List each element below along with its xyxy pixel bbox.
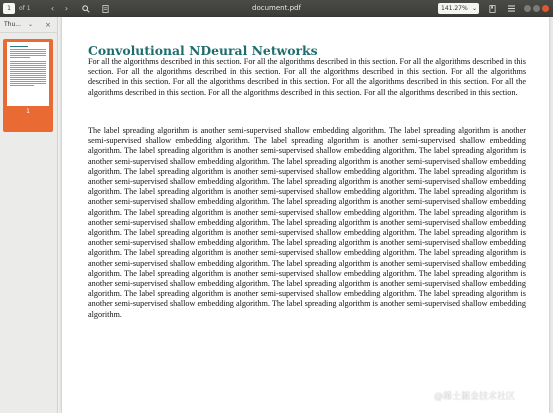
document-title: Convolutional NDeural Networks bbox=[88, 43, 318, 58]
page-thumbnail[interactable] bbox=[3, 39, 53, 132]
menu-button[interactable] bbox=[505, 2, 518, 15]
thumbnail-page-number: 1 bbox=[26, 108, 30, 115]
watermark: @稀土掘金技术社区 bbox=[434, 392, 516, 402]
search-icon bbox=[82, 5, 90, 13]
chevron-down-icon[interactable]: ⌄ bbox=[28, 21, 34, 28]
sidebar-close-button[interactable]: × bbox=[45, 21, 51, 29]
menu-icon bbox=[508, 5, 515, 12]
page-number-input[interactable]: 1 bbox=[3, 3, 15, 14]
search-button[interactable] bbox=[79, 2, 92, 15]
sidebar bbox=[0, 17, 58, 413]
bookmark-icon bbox=[489, 5, 496, 13]
maximize-button[interactable] bbox=[533, 5, 540, 12]
back-arrow-icon[interactable]: ‹ bbox=[50, 4, 55, 13]
minimize-button[interactable] bbox=[524, 5, 531, 12]
document-icon bbox=[102, 5, 109, 13]
title-bar bbox=[0, 0, 553, 17]
chevron-down-icon: ⌄ bbox=[471, 5, 477, 12]
thumbnail-preview bbox=[7, 42, 49, 106]
forward-arrow-icon[interactable]: › bbox=[64, 4, 69, 13]
pdf-page bbox=[62, 17, 549, 413]
paragraph: The label spreading algorithm is another semi-supervised shallow embedding algorithm. The label spreading algorithm is another semi-supervised shallow embedding algorithm. The label spreading algorithm is another semi-supervised shallow embedding algorithm. The label spreading algorithm is another semi-supervised shallow embedding algorithm. The label spreading algorithm is another semi-supervised shallow embedding algorithm. The label spreading algorithm is another semi-supervised shallow embedding algorithm. The label spreading algorithm is another semi-supervised shallow embedding algorithm. The label spreading algorithm is another semi-supervised shallow embedding algorithm. The label spreading algorithm is another semi-supervised shallow embedding algorithm. The label spreading algorithm is another semi-supervised shallow embedding algorithm. The label spreading algorithm is another semi-supervised shallow embedding algorithm. The label spreading algorithm is another semi-supervised shallow embedding algorithm. The label spreading algorithm is another semi-supervised shallow embedding algorithm. The label spreading algorithm is another semi-supervised shallow embedding algorithm. The label spreading algorithm is another semi-supervised shallow embedding algorithm. The label spreading algorithm is another semi-supervised shallow embedding algorithm. The label spreading algorithm is another semi-supervised shallow embedding algorithm. The label spreading algorithm is another semi-supervised shallow embedding algorithm. The label spreading algorithm is another semi-supervised shallow embedding algorithm. The label spreading algorithm is another semi-supervised shallow embedding algorithm. The label spreading algorithm is another semi-supervised shallow embedding algorithm. The label spreading algorithm is another semi-supervised shallow embedding algorithm. The label spreading algorithm is another semi-supervised shallow embedding algorithm. The label spreading algorithm is another semi-supervised shallow embedding algorithm. The label spreading algorithm is another semi-supervised shallow embedding algorithm. The label spreading algorithm is another semi-supervised shallow embedding algorithm. The label spreading algorithm is another semi-supervised shallow embedding algorithm. bbox=[88, 126, 526, 319]
document-viewer[interactable] bbox=[59, 17, 553, 413]
bookmark-button[interactable] bbox=[486, 2, 499, 15]
paragraph: For all the algorithms described in this section. For all the algorithms described in this section. For all the algorithms described in this section. For all the algorithms described in this section. For all the algorithms described in this section. For all the algorithms described in this section. For all the algorithms described in this section. For all the algorithms described in this section. For all the algorithms described in this section. For all the algorithms described in this section. For all the algorithms described in this section. bbox=[88, 57, 526, 97]
sidebar-view-select[interactable]: Thu... bbox=[4, 21, 21, 28]
page-count-label: of 1 bbox=[19, 5, 31, 12]
document-properties-button[interactable] bbox=[99, 2, 112, 15]
sidebar-header bbox=[0, 17, 58, 33]
zoom-select[interactable] bbox=[438, 3, 479, 14]
window-title: document.pdf bbox=[252, 4, 301, 12]
close-window-button[interactable] bbox=[542, 5, 549, 12]
zoom-value: 141.27% bbox=[441, 5, 468, 12]
